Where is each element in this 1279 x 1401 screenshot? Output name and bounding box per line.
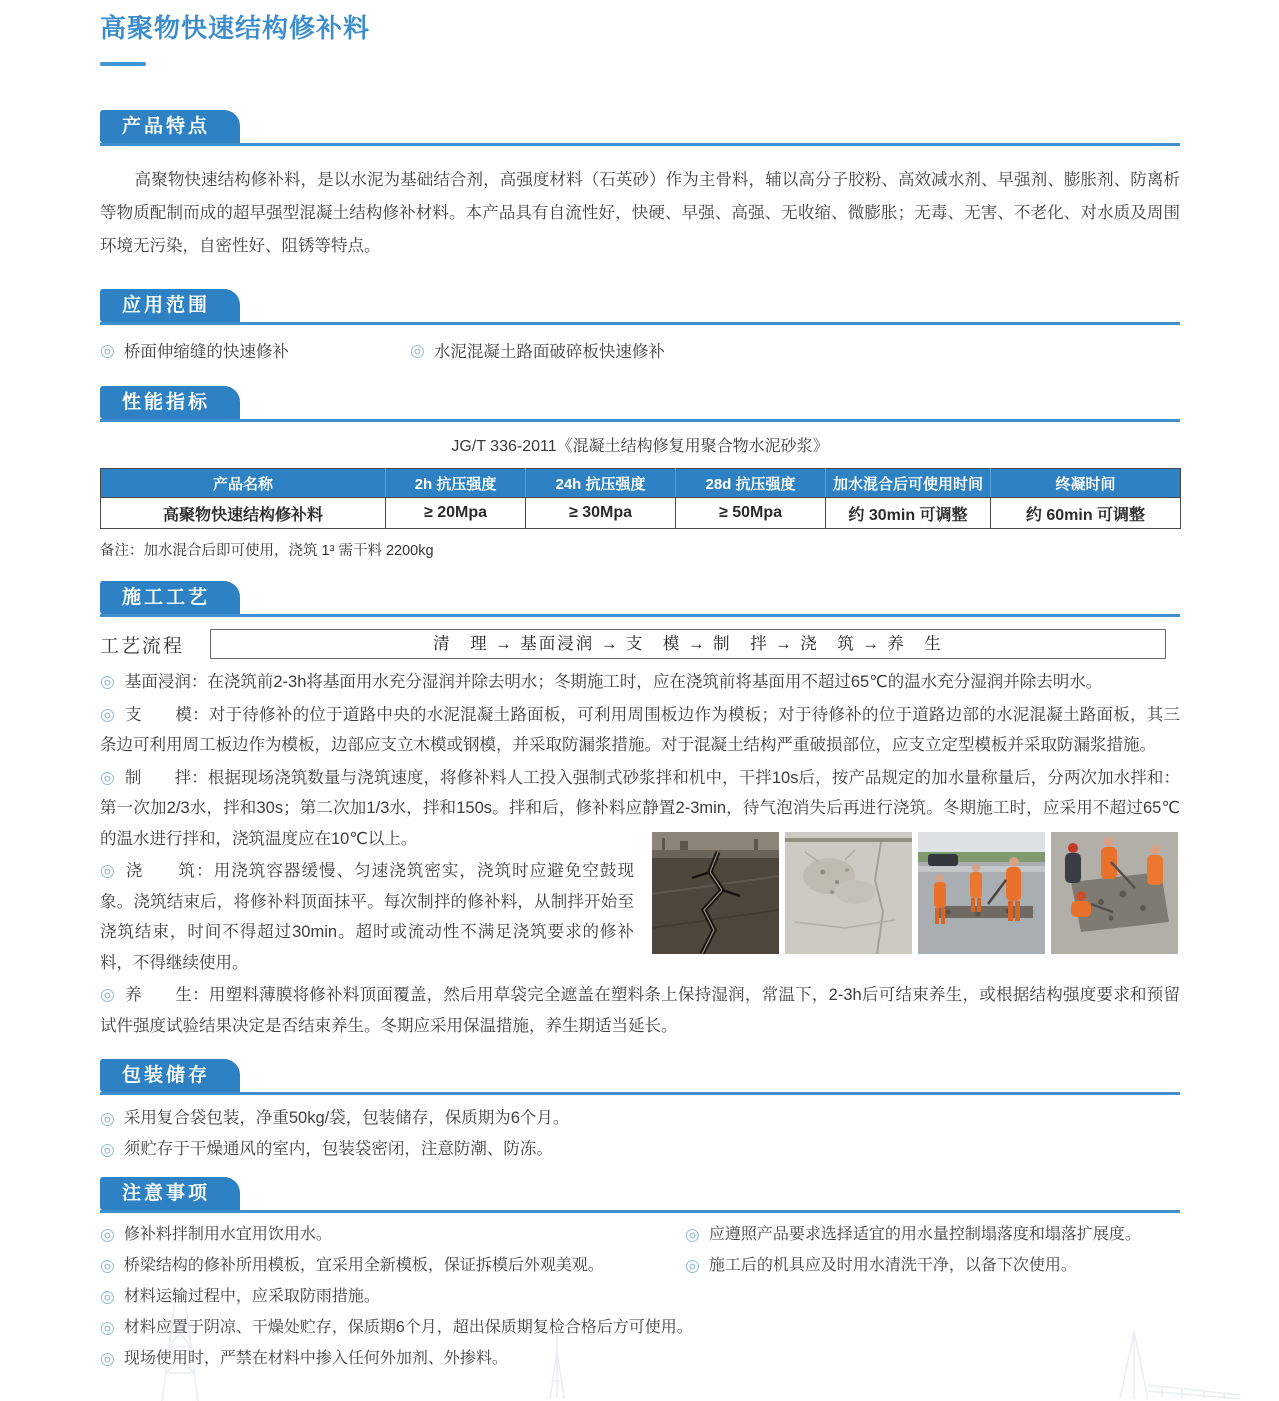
section-construction	[100, 581, 1180, 1041]
table-cell-24h-strength: ≥ 30Mpa	[526, 498, 676, 529]
table-cell-usable-time: 约 30min 可调整	[826, 498, 991, 529]
bullet-icon: ◎	[100, 1140, 115, 1159]
step-formwork	[100, 700, 1180, 761]
table-cell-2h-strength: ≥ 20Mpa	[386, 498, 526, 529]
table-header-cell: 28d 抗压强度	[676, 469, 826, 498]
bullet-icon: ◎	[100, 985, 116, 1004]
step-label: 基面浸润：	[124, 673, 208, 691]
step-text: 在浇筑前2-3h将基面用水充分湿润并除去明水；冬期施工时，应在浇筑前将基面用不超过65℃的温水充分湿润并除去明水。	[207, 673, 1103, 691]
list-item	[685, 1224, 1180, 1245]
list-item	[100, 338, 410, 362]
bullet-icon: ◎	[100, 340, 115, 360]
list-item	[410, 338, 665, 362]
section-badge-packaging: 包装储存	[100, 1059, 240, 1092]
photo-repair-material-placement	[1051, 832, 1178, 954]
table-cell-final-set-time: 约 60min 可调整	[991, 498, 1181, 529]
table-header-cell: 终凝时间	[991, 469, 1181, 498]
section-header-precautions	[100, 1177, 1180, 1213]
bullet-icon: ◎	[100, 1349, 115, 1368]
bullet-icon: ◎	[685, 1256, 700, 1275]
step-text: 对于待修补的位于道路中央的水泥混凝土路面板，可利用周围板边作为模板；对于待修补的位于道路边部的水泥混凝土路面板，其三条边可利用周工板边作为模板，边部应支立木模或钢模，并采取防漏浆措施。对于混凝土结构严重破损部位，应支立定型模板并采取防漏浆措施。	[100, 705, 1181, 754]
section-applications	[100, 289, 1180, 362]
section-badge-construction: 施工工艺	[100, 581, 240, 614]
section-badge-precautions: 注意事项	[100, 1177, 240, 1210]
standard-reference: JG/T 336-2011《混凝土结构修复用聚合物水泥砂浆》	[451, 438, 829, 455]
bullet-icon: ◎	[100, 672, 115, 691]
section-performance	[100, 386, 1180, 561]
list-item	[100, 1348, 1180, 1369]
list-item	[100, 1286, 685, 1307]
precaution-item-label: 应遵照产品要求选择适宜的用水量控制塌落度和塌落扩展度。	[708, 1226, 1141, 1243]
site-photo-strip	[652, 832, 1180, 954]
packaging-item-label: 采用复合袋包装，净重50kg/袋，包装储存，保质期为6个月。	[123, 1109, 570, 1127]
table-cell-product-name: 高聚物快速结构修补料	[101, 498, 386, 529]
section-badge-performance: 性能指标	[100, 386, 240, 419]
section-badge-features: 产品特点	[100, 110, 240, 143]
step-text: 根据现场浇筑数量与浇筑速度，将修补料人工投入强制式砂浆拌和机中，干拌10s后，按产品规定的加水量称量后，分两次加水拌和：第一次加2/3水，拌和30s；第二次加1/3水，拌和150s。拌和后，修补料应静置2-3min，待气泡消失后再进行浇筑。冬期施工时，应采用不超过65℃的温水进行拌和，浇筑温度应在10℃以上。	[100, 768, 1180, 848]
section-header-applications	[100, 289, 1180, 325]
table-row	[101, 498, 1181, 529]
precaution-item-label: 材料运输过程中，应采取防雨措施。	[123, 1288, 380, 1305]
table-header-cell: 加水混合后可使用时间	[826, 469, 991, 498]
precaution-item-label: 桥梁结构的修补所用模板，宜采用全新模板，保证拆模后外观美观。	[123, 1257, 604, 1274]
document-header	[100, 0, 1180, 66]
precaution-item-label: 现场使用时，严禁在材料中掺入任何外加剂、外掺料。	[123, 1350, 508, 1367]
process-flow-label: 工艺流程	[100, 635, 185, 657]
table-cell-28d-strength: ≥ 50Mpa	[676, 498, 826, 529]
section-header-performance	[100, 386, 1180, 422]
step-text: 用浇筑容器缓慢、匀速浇筑密实，浇筑时应避免空鼓现象。浇筑结束后，将修补料顶面抹平。每次制拌的修补料，从制拌开始至浇筑结束，时间不得超过30min。超时或流动性不满足浇筑要求的修补料，不得继续使用。	[100, 862, 635, 972]
title-underline	[100, 62, 146, 66]
process-flow-box: 清 理 → 基面浸润 → 支 模 → 制 拌 → 浇 筑 → 养 生	[210, 629, 1166, 659]
table-header-cell: 产品名称	[101, 469, 386, 498]
table-header-cell: 2h 抗压强度	[386, 469, 526, 498]
precaution-item-label: 材料应置于阴凉、干燥处贮存，保质期6个月，超出保质期复检合格后方可使用。	[123, 1319, 693, 1336]
bullet-icon: ◎	[100, 1318, 115, 1337]
table-header-cell: 24h 抗压强度	[526, 469, 676, 498]
list-item	[100, 1224, 685, 1245]
page-title: 高聚物快速结构修补料	[100, 13, 371, 43]
section-precautions	[100, 1177, 1180, 1369]
bullet-icon: ◎	[100, 767, 115, 787]
list-item	[100, 1134, 1180, 1165]
section-badge-applications: 应用范围	[100, 289, 240, 322]
application-item-label: 水泥混凝土路面破碎板快速修补	[433, 343, 665, 361]
step-curing	[100, 980, 1180, 1041]
precaution-item-label: 修补料拌制用水宜用饮用水。	[123, 1226, 332, 1243]
section-header-packaging	[100, 1059, 1180, 1095]
list-item	[100, 1255, 685, 1276]
photo-road-repair-crew	[918, 832, 1045, 954]
packaging-item-label: 须贮存于干燥通风的室内，包装袋密闭，注意防潮、防冻。	[123, 1140, 553, 1158]
list-item	[685, 1255, 1180, 1276]
step-text: 用塑料薄膜将修补料顶面覆盖，然后用草袋完全遮盖在塑料条上保持湿润，常温下，2-3h后可结束养生，或根据结构强度要求和预留试件强度试验结果决定是否结束养生。冬期应采用保温措施，养生期适当延长。	[100, 986, 1180, 1035]
list-item	[100, 1317, 1180, 1338]
precaution-item-label: 施工后的机具应及时用水清洗干净，以备下次使用。	[708, 1257, 1077, 1274]
section-packaging	[100, 1059, 1180, 1165]
bullet-icon: ◎	[685, 1225, 700, 1244]
application-item-label: 桥面伸缩缝的快速修补	[123, 343, 289, 361]
step-label: 养 生：	[125, 986, 209, 1004]
process-flow-row	[100, 629, 1180, 659]
step-label: 制 拌：	[124, 768, 208, 787]
bullet-icon: ◎	[100, 1287, 115, 1306]
step-surface-wetting	[100, 667, 1180, 698]
photo-spalled-concrete	[785, 832, 912, 954]
features-paragraph: 高聚物快速结构修补料，是以水泥为基础结合剂，高强度材料（石英砂）作为主骨料，辅以高分子胶粉、高效减水剂、早强剂、膨胀剂、防离析等物质配制而成的超早强型混凝土结构修补材料。本产品具有自流性好，快硬、早强、高强、无收缩、微膨胀；无毒、无害、不老化、对水质及周围环境无污染，自密性好、阻锈等特点。	[100, 171, 1180, 255]
list-item	[100, 1103, 1180, 1134]
section-features	[100, 110, 1180, 263]
photo-cracked-pavement	[652, 832, 779, 954]
section-header-features	[100, 110, 1180, 146]
bullet-icon: ◎	[100, 1109, 115, 1128]
section-header-construction	[100, 581, 1180, 617]
step-label: 支 模：	[125, 705, 209, 724]
construction-steps	[100, 667, 1180, 1041]
table-header-row	[101, 469, 1181, 498]
applications-list	[100, 338, 1180, 362]
bullet-icon: ◎	[100, 1225, 115, 1244]
bullet-icon: ◎	[410, 340, 425, 360]
step-label: 浇 筑：	[125, 862, 214, 880]
table-footnote: 备注：加水混合后即可使用，浇筑 1³ 需干料 2200kg	[100, 543, 434, 559]
bullet-icon: ◎	[100, 1256, 115, 1275]
precautions-list	[100, 1224, 1180, 1369]
bullet-icon: ◎	[100, 704, 116, 724]
packaging-list	[100, 1103, 1180, 1165]
performance-table	[100, 468, 1181, 529]
bullet-icon: ◎	[100, 861, 116, 880]
